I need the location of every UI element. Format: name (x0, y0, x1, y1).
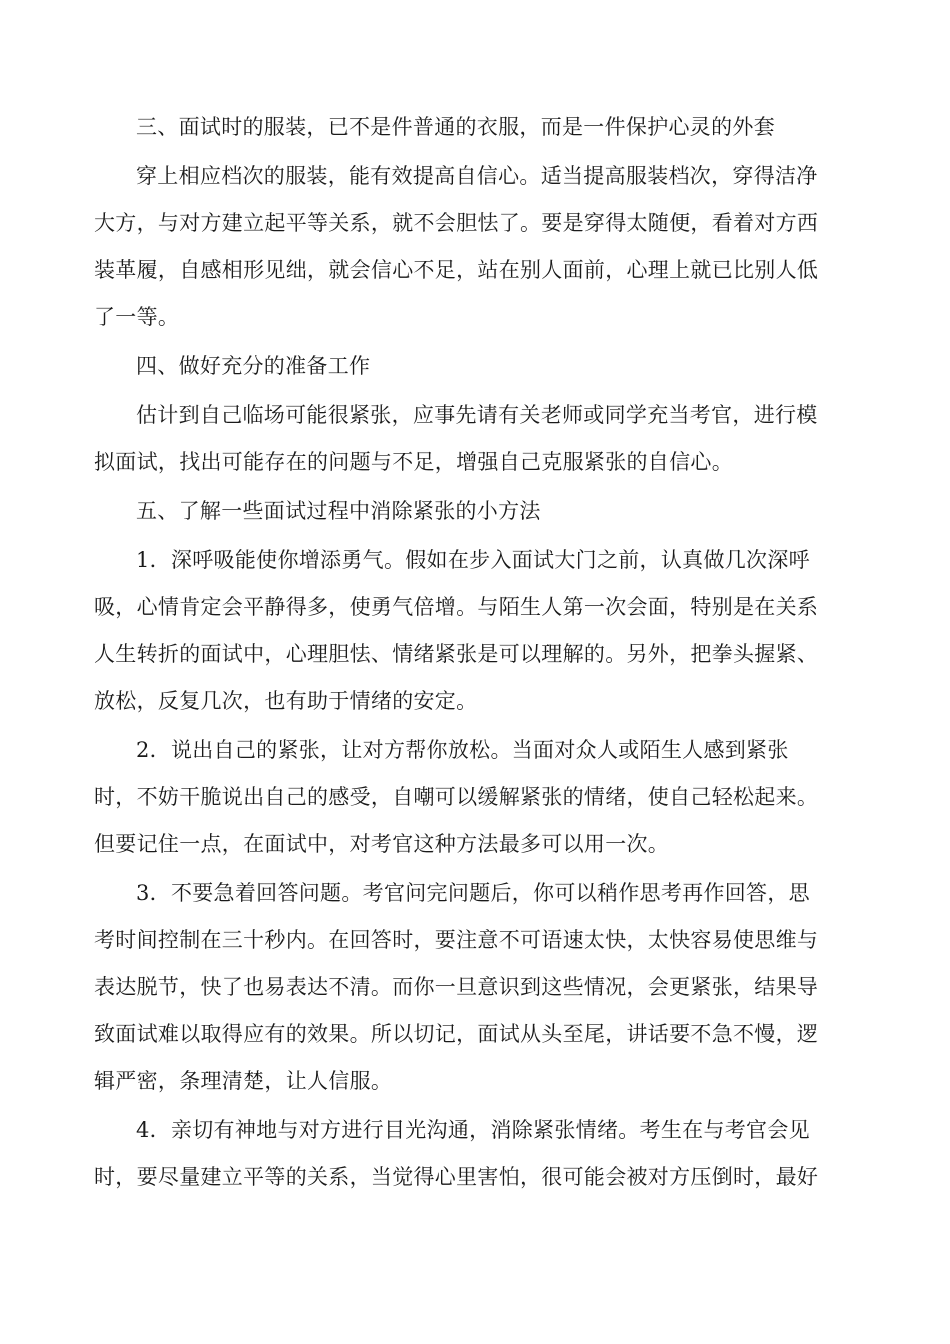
text-line: 1．深呼吸能使你增添勇气。假如在步入面试大门之前，认真做几次深呼 (136, 548, 810, 572)
text-line: 时，要尽量建立平等的关系，当觉得心里害怕，很可能会被对方压倒时，最好 (94, 1165, 819, 1189)
document-body (94, 104, 858, 1203)
text-line: 致面试难以取得应有的效果。所以切记，面试从头至尾，讲话要不急不慢，逻 (94, 1022, 819, 1046)
text-line: 但要记住一点，在面试中，对考官这种方法最多可以用一次。 (94, 832, 670, 856)
text-line: 2．说出自己的紧张，让对方帮你放松。当面对众人或陌生人感到紧张 (136, 738, 789, 762)
text-line: 3．不要急着回答问题。考官问完问题后，你可以稍作思考再作回答，思 (136, 881, 810, 905)
section-heading (94, 104, 858, 151)
body-paragraph (94, 1107, 858, 1201)
text-line: 大方，与对方建立起平等关系，就不会胆怯了。要是穿得太随便，看着对方西 (94, 211, 819, 235)
body-paragraph (94, 870, 858, 1105)
text-line: 四、做好充分的准备工作 (136, 354, 371, 378)
text-line: 三、面试时的服装，已不是件普通的衣服，而是一件保护心灵的外套 (136, 115, 775, 139)
text-line: 了一等。 (94, 305, 180, 329)
text-line: 穿上相应档次的服装，能有效提高自信心。适当提高服装档次，穿得洁净 (136, 164, 818, 188)
text-line: 时，不妨干脆说出自己的感受，自嘲可以缓解紧张的情绪，使自己轻松起来。 (94, 785, 819, 809)
text-line: 考时间控制在三十秒内。在回答时，要注意不可语速太快，太快容易使思维与 (94, 928, 819, 952)
section-heading (94, 343, 858, 390)
body-paragraph (94, 537, 858, 725)
text-line: 五、了解一些面试过程中消除紧张的小方法 (136, 499, 541, 523)
body-paragraph (94, 727, 858, 868)
text-line: 辑严密，条理清楚，让人信服。 (94, 1069, 393, 1093)
body-paragraph (94, 392, 858, 486)
text-line: 人生转折的面试中，心理胆怯、情绪紧张是可以理解的。另外，把拳头握紧、 (94, 642, 819, 666)
text-line: 估计到自己临场可能很紧张，应事先请有关老师或同学充当考官，进行模 (136, 403, 818, 427)
text-line: 吸，心情肯定会平静得多，使勇气倍增。与陌生人第一次会面，特别是在关系 (94, 595, 819, 619)
text-line: 放松，反复几次，也有助于情绪的安定。 (94, 689, 478, 713)
section-heading (94, 488, 858, 535)
text-line: 4．亲切有神地与对方进行目光沟通，消除紧张情绪。考生在与考官会见 (136, 1118, 810, 1142)
body-paragraph (94, 153, 858, 341)
text-line: 表达脱节，快了也易表达不清。而你一旦意识到这些情况，会更紧张，结果导 (94, 975, 819, 999)
text-line: 拟面试，找出可能存在的问题与不足，增强自己克服紧张的自信心。 (94, 450, 733, 474)
text-line: 装革履，自感相形见绌，就会信心不足，站在别人面前，心理上就已比别人低 (94, 258, 819, 282)
